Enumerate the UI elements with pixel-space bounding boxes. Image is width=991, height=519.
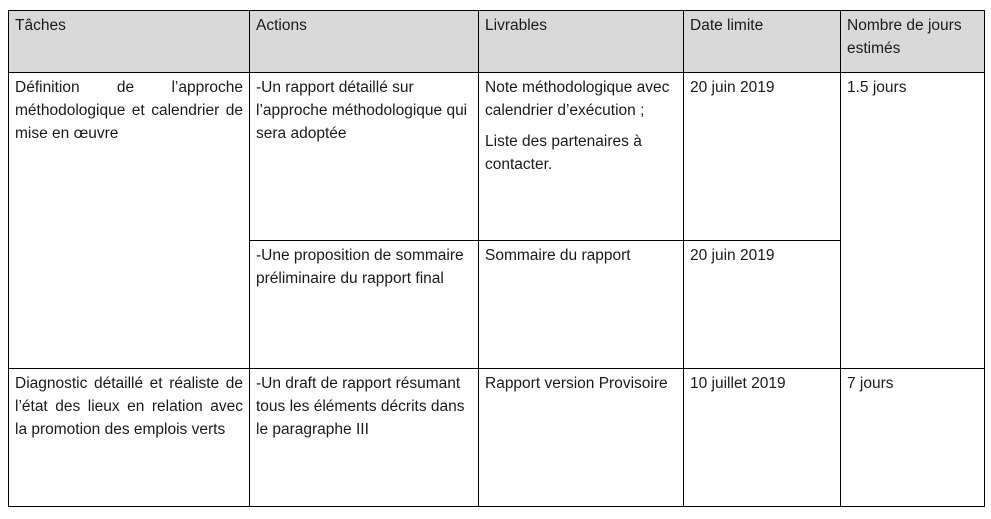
- deliverables-cell: [479, 369, 684, 507]
- action-cell: -Une proposition de sommaire préliminaire du rapport final: [250, 241, 479, 369]
- deliverable-item: Sommaire du rapport: [485, 247, 631, 264]
- deliverables-cell: [479, 241, 684, 369]
- deadline-cell: 10 juillet 2019: [684, 369, 841, 507]
- table-header-row: [9, 11, 985, 73]
- deliverable-item: Note méthodologique avec calendrier d’exécution ;: [485, 79, 670, 119]
- deliverable-item: Rapport version Provisoire: [485, 375, 668, 392]
- action-cell: -Un draft de rapport résumant tous les éléments décrits dans le paragraphe III: [250, 369, 479, 507]
- header-livrables: Livrables: [479, 11, 684, 73]
- header-taches: Tâches: [9, 11, 250, 73]
- header-actions: Actions: [250, 11, 479, 73]
- action-cell: -Un rapport détaillé sur l’approche méthodologique qui sera adoptée: [250, 73, 479, 241]
- task-cell: Diagnostic détaillé et réaliste de l’état des lieux en relation avec la promotion des emplois verts: [9, 369, 250, 507]
- days-cell: 7 jours: [841, 369, 985, 507]
- days-cell: 1.5 jours: [841, 73, 985, 369]
- task-cell: Définition de l’approche méthodologique et calendrier de mise en œuvre: [9, 73, 250, 369]
- table-row: [9, 369, 985, 507]
- deliverable-item: Liste des partenaires à contacter.: [485, 133, 642, 173]
- header-date-limite: Date limite: [684, 11, 841, 73]
- deliverables-cell: [479, 73, 684, 241]
- header-nombre-jours: Nombre de jours estimés: [841, 11, 985, 73]
- deliverables-table: [8, 10, 985, 507]
- deadline-cell: 20 juin 2019: [684, 241, 841, 369]
- deadline-cell: 20 juin 2019: [684, 73, 841, 241]
- table-row: [9, 73, 985, 241]
